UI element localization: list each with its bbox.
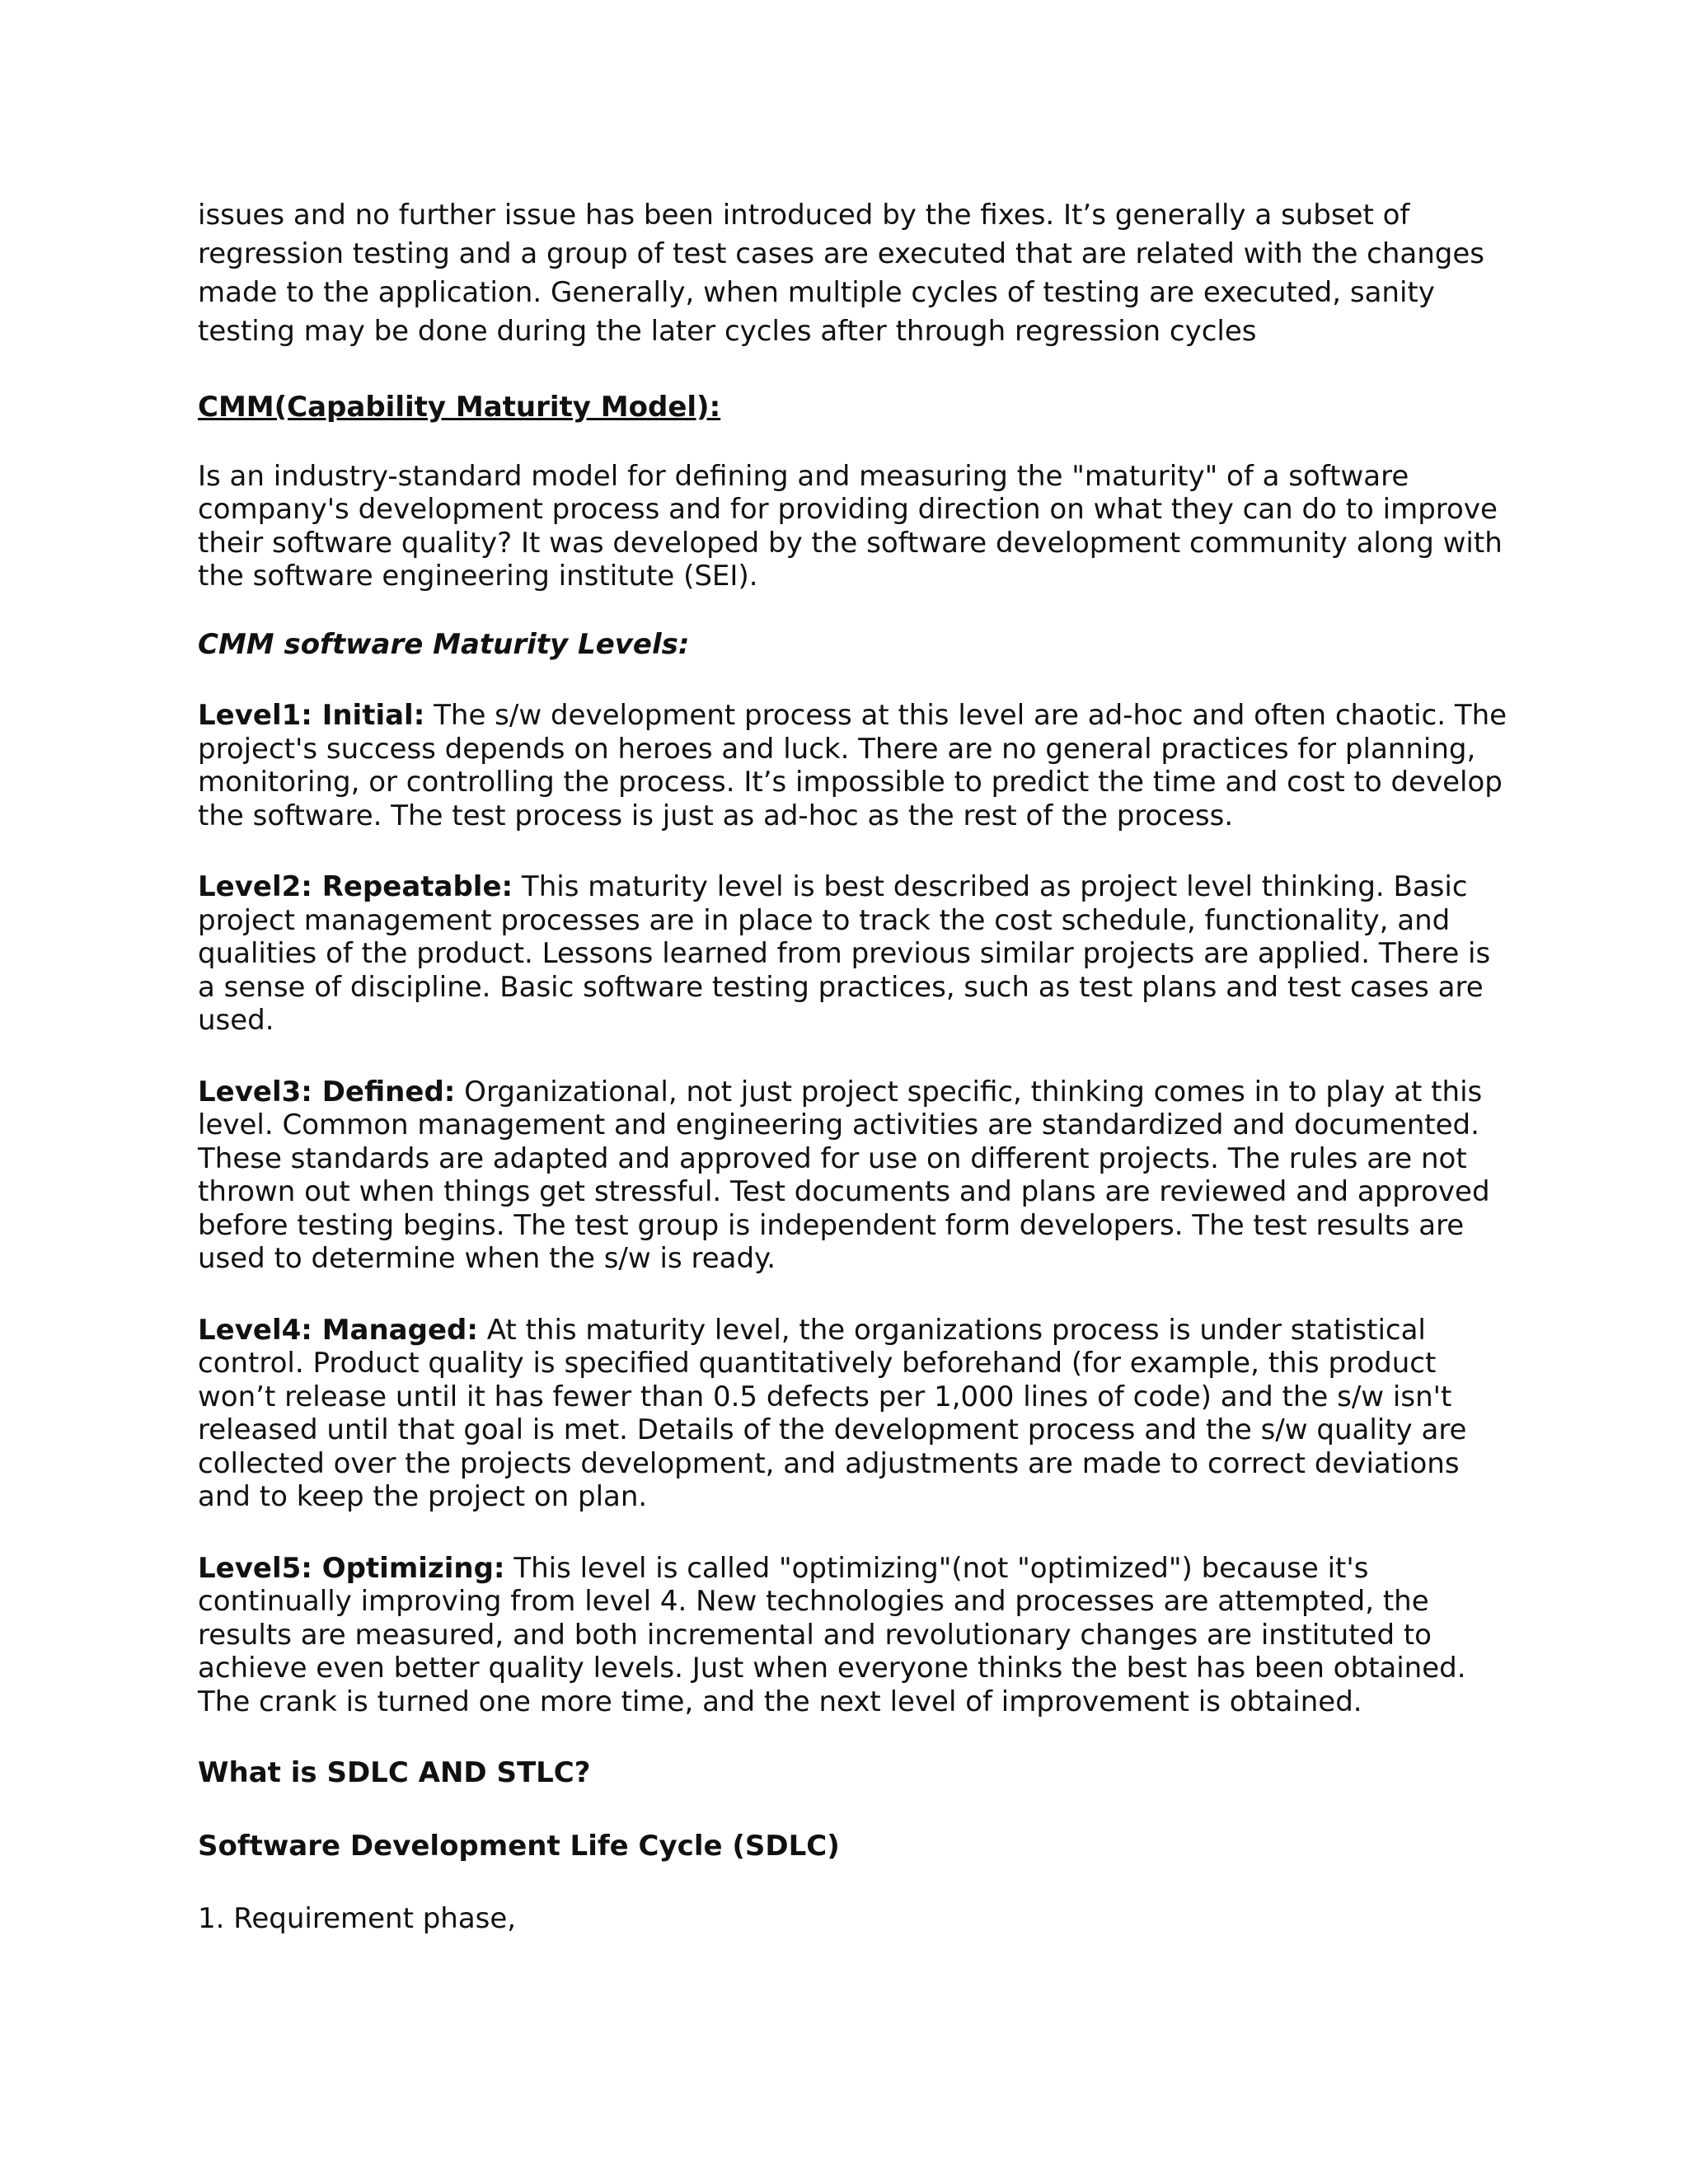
cmm-description: Is an industry-standard model for defining and measuring the "maturity" of a software company's development process and for providing direction on what they can do to improve their software quality? It was developed by the software development community along with the software engineering institute (SEI).: [198, 459, 1503, 593]
list-item: 1. Requirement phase,: [198, 1902, 517, 1935]
level-2-text: This maturity level is best described as project level thinking. Basic project management processes are in place to track the cost schedule, functionality, and qualities of the product. Lessons learned from previous similar projects are applied. There is a sense of discipline. Basic software testing practices, such as test plans and test cases are used.: [198, 870, 1491, 1037]
sdlc-heading: Software Development Life Cycle (SDLC): [198, 1829, 840, 1863]
level-4-paragraph: [198, 1314, 1508, 1514]
level-4-text: At this maturity level, the organizations process is under statistical control. Product quality is specified quantitatively beforehand (for example, this product won’t release until it has fewer than 0.5 defects per 1,000 lines of code) and the s/w isn't released until that goal is met. Details of the development process and the s/w quality are collected over the projects development, and adjustments are made to correct deviations and to keep the project on plan.: [198, 1313, 1467, 1513]
level-3-paragraph: [198, 1076, 1508, 1276]
level-2-paragraph: [198, 870, 1508, 1038]
level-1-label: Level1: Initial:: [198, 699, 425, 732]
cmm-heading: CMM(Capability Maturity Model):: [198, 391, 721, 424]
level-3-label: Level3: Defined:: [198, 1075, 456, 1108]
level-1-paragraph: [198, 699, 1508, 832]
level-5-label: Level5: Optimizing:: [198, 1551, 505, 1585]
intro-paragraph: issues and no further issue has been introduced by the fixes. It’s generally a subset of regression testing and a group of test cases are executed that are related with the changes made to the application. Generally, when multiple cycles of testing are executed, sanity testing may be done during the later cycles after through regression cycles: [198, 199, 1485, 348]
level-5-text: This level is called "optimizing"(not "optimized") because it's continually improving from level 4. New technologies and processes are attempted, the results are measured, and both incremental and revolutionary changes are instituted to achieve even better quality levels. Just when everyone thinks the best has been obtained. The crank is turned one more time, and the next level of improvement is obtained.: [198, 1551, 1466, 1718]
sdlc-stlc-question: What is SDLC AND STLC?: [198, 1756, 591, 1789]
page-content: [198, 196, 1508, 1936]
level-5-paragraph: [198, 1552, 1508, 1719]
maturity-levels-heading: CMM software Maturity Levels:: [198, 627, 690, 661]
level-2-label: Level2: Repeatable:: [198, 870, 513, 903]
level-3-text: Organizational, not just project specific, thinking comes in to play at this level. Common management and engineering activities are standardized and documented. These standards are adapted and approved for use on different projects. The rules are not thrown out when things get stressful. Test documents and plans are reviewed and approved before testing begins. The test group is independent form developers. The test results are used to determine when the s/w is ready.: [198, 1075, 1490, 1275]
level-4-label: Level4: Managed:: [198, 1313, 478, 1347]
level-1-text: The s/w development process at this level are ad-hoc and often chaotic. The project's success depends on heroes and luck. There are no general practices for planning, monitoring, or controlling the process. It’s impossible to predict the time and cost to develop the software. The test process is just as ad-hoc as the rest of the process.: [198, 699, 1507, 832]
